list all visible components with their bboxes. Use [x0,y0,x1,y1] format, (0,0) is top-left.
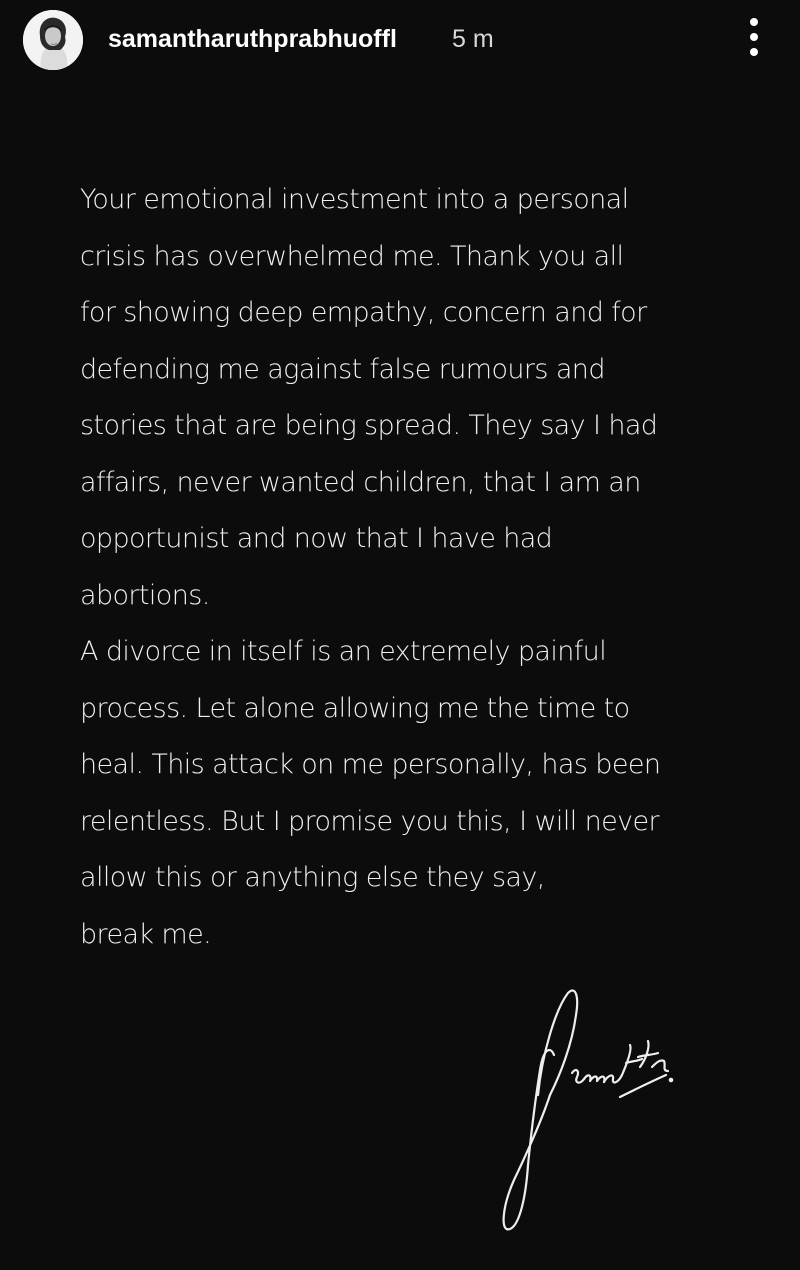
username[interactable]: samantharuthprabhuoffl [108,25,397,53]
message-line: relentless. But I promise you this, I will never [80,805,660,837]
message-line: A divorce in itself is an extremely painful [80,636,607,667]
message-line: break me. [80,918,212,950]
ellipsis-dot [750,33,758,41]
ellipsis-dot [750,48,758,56]
message-line: abortions. [80,579,210,611]
vertical-ellipsis-icon [750,18,758,26]
handwritten-signature [480,975,700,1245]
message-line: allow this or anything else they say, [80,862,545,893]
signature-icon [480,975,700,1245]
message-line: heal. This attack on me personally, has been [80,749,661,780]
story-header [0,0,800,80]
profile-photo-icon [23,10,83,70]
message-line: opportunist and now that I have had [80,523,553,554]
story-message [80,172,760,963]
message-line: Your emotional investment into a personal [80,184,629,215]
more-options-button[interactable] [734,14,774,60]
avatar[interactable] [23,10,83,70]
message-line: stories that are being spread. They say I had [80,410,658,441]
post-timestamp: 5 m [452,25,494,53]
message-line: process. Let alone allowing me the time to [80,692,630,724]
message-line: crisis has overwhelmed me. Thank you all [80,240,624,272]
message-line: affairs, never wanted children, that I am an [80,466,641,498]
message-line: defending me against false rumours and [80,353,605,385]
message-line: for showing deep empathy, concern and for [80,297,647,328]
